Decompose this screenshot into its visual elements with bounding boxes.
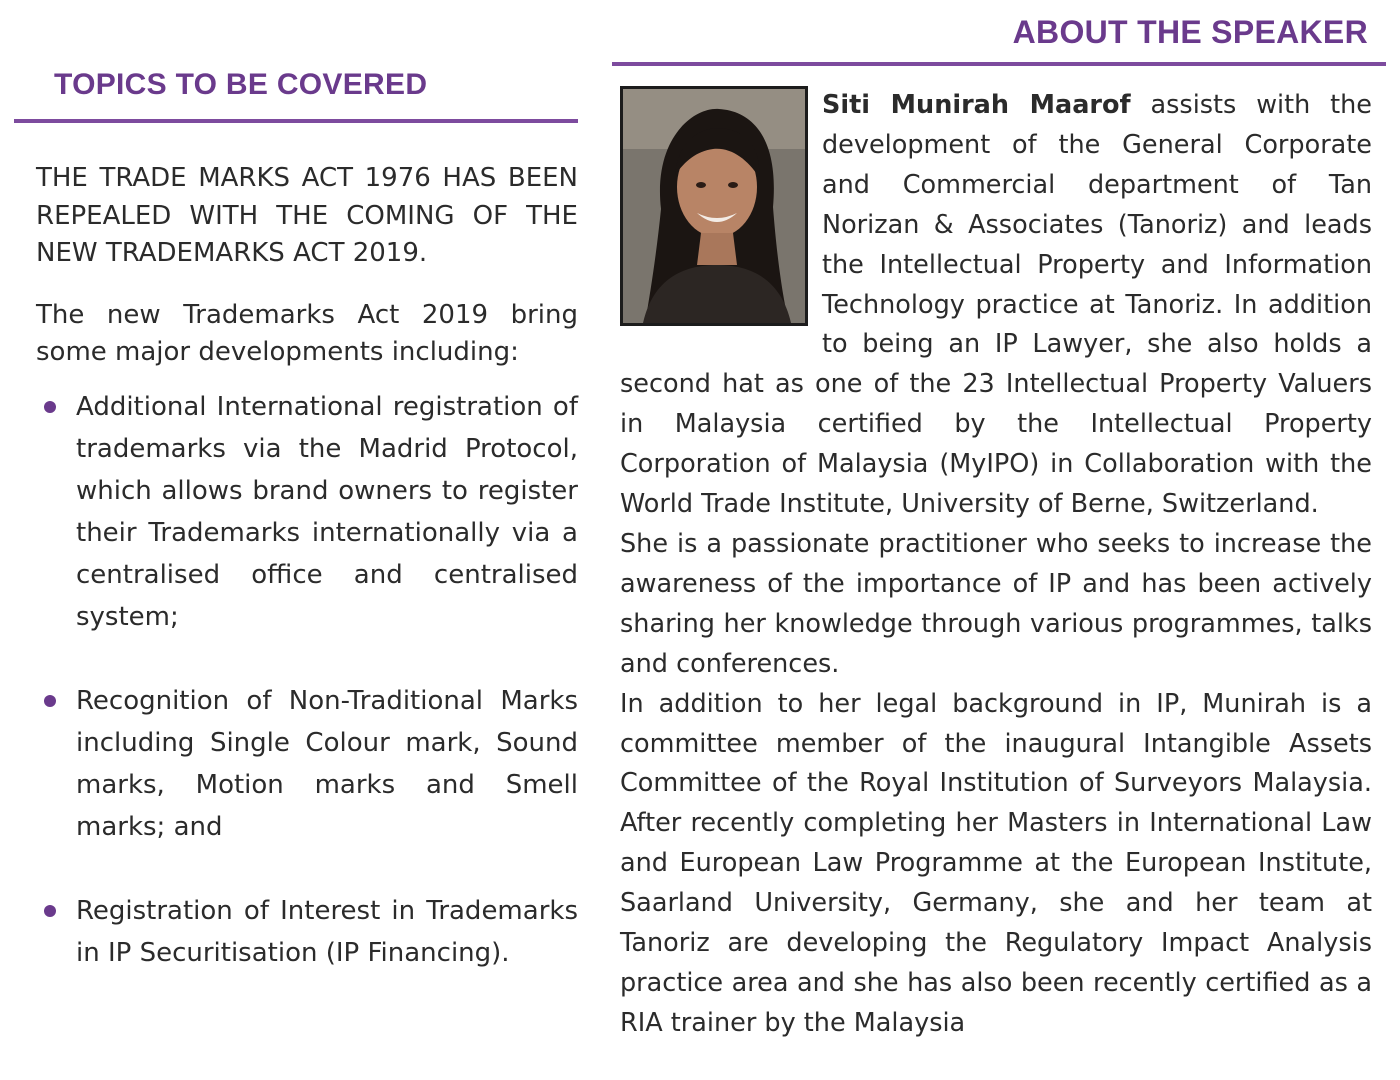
about-speaker-heading: ABOUT THE SPEAKER [1012,14,1368,50]
topic-bullet-text: Registration of Interest in Trademarks in IP Securitisation (IP Financing). [76,895,578,968]
developments-intro: The new Trademarks Act 2019 bring some major developments including: [36,299,578,367]
topic-bullet-madrid [36,386,578,638]
act-repeal-statement: THE TRADE MARKS ACT 1976 HAS BEEN REPEALED WITH THE COMING OF THE NEW TRADEMARKS ACT 2019. [36,163,578,268]
topic-bullet-text: Additional International registration of trademarks via the Madrid Protocol, which allows brand owners to register their Trademarks internationally via a centralised office and centralised system; [76,391,578,632]
topics-column [36,160,578,1016]
topic-bullet-securitisation [36,890,578,974]
speaker-photo [620,86,808,326]
speaker-bio-intro-text: assists with the development of the General Corporate and Commercial department of Tan Norizan & Associates (Tanoriz) and leads the Intellectual Property and Information Technology practice at Tanoriz. In addition to being an IP Lawyer, she also holds a second hat as one of the 23 Intellectual Property Valuers in Malaysia certified by the Intellectual Property Corporation of Malaysia (MyIPO) in Collaboration with the World Trade Institute, University of Berne, Switzerland. [620,90,1372,520]
topics-heading-divider [14,119,578,123]
speaker-column [620,86,1372,1044]
speaker-heading-divider [612,62,1386,66]
speaker-portrait-icon [623,89,805,323]
topics-heading: TOPICS TO BE COVERED [54,68,428,101]
speaker-name: Siti Munirah Maarof [822,90,1131,120]
bullet-dot-icon [44,905,56,917]
speaker-bio-advocacy: She is a passionate practitioner who seeks to increase the awareness of the importance of IP and has been actively sharing her knowledge through various programmes, talks and conferences. [620,528,1372,679]
bullet-dot-icon [44,401,56,413]
topics-bullet-list [36,386,578,974]
speaker-bio-background: In addition to her legal background in IP, Munirah is a committee member of the inaugural Intangible Assets Committee of the Royal Institution of Surveyors Malaysia. After recently completing her Masters in International Law and European Law Programme at the European Institute, Saarland University, Germany, she and her team at Tanoriz are developing the Regulatory Impact Analysis practice area and she has also been recently certified as a RIA trainer by the Malaysia [620,688,1372,1038]
bullet-dot-icon [44,695,56,707]
topic-bullet-text: Recognition of Non-Traditional Marks including Single Colour mark, Sound marks, Motion marks and Smell marks; and [76,685,578,842]
topic-bullet-non-traditional [36,680,578,848]
